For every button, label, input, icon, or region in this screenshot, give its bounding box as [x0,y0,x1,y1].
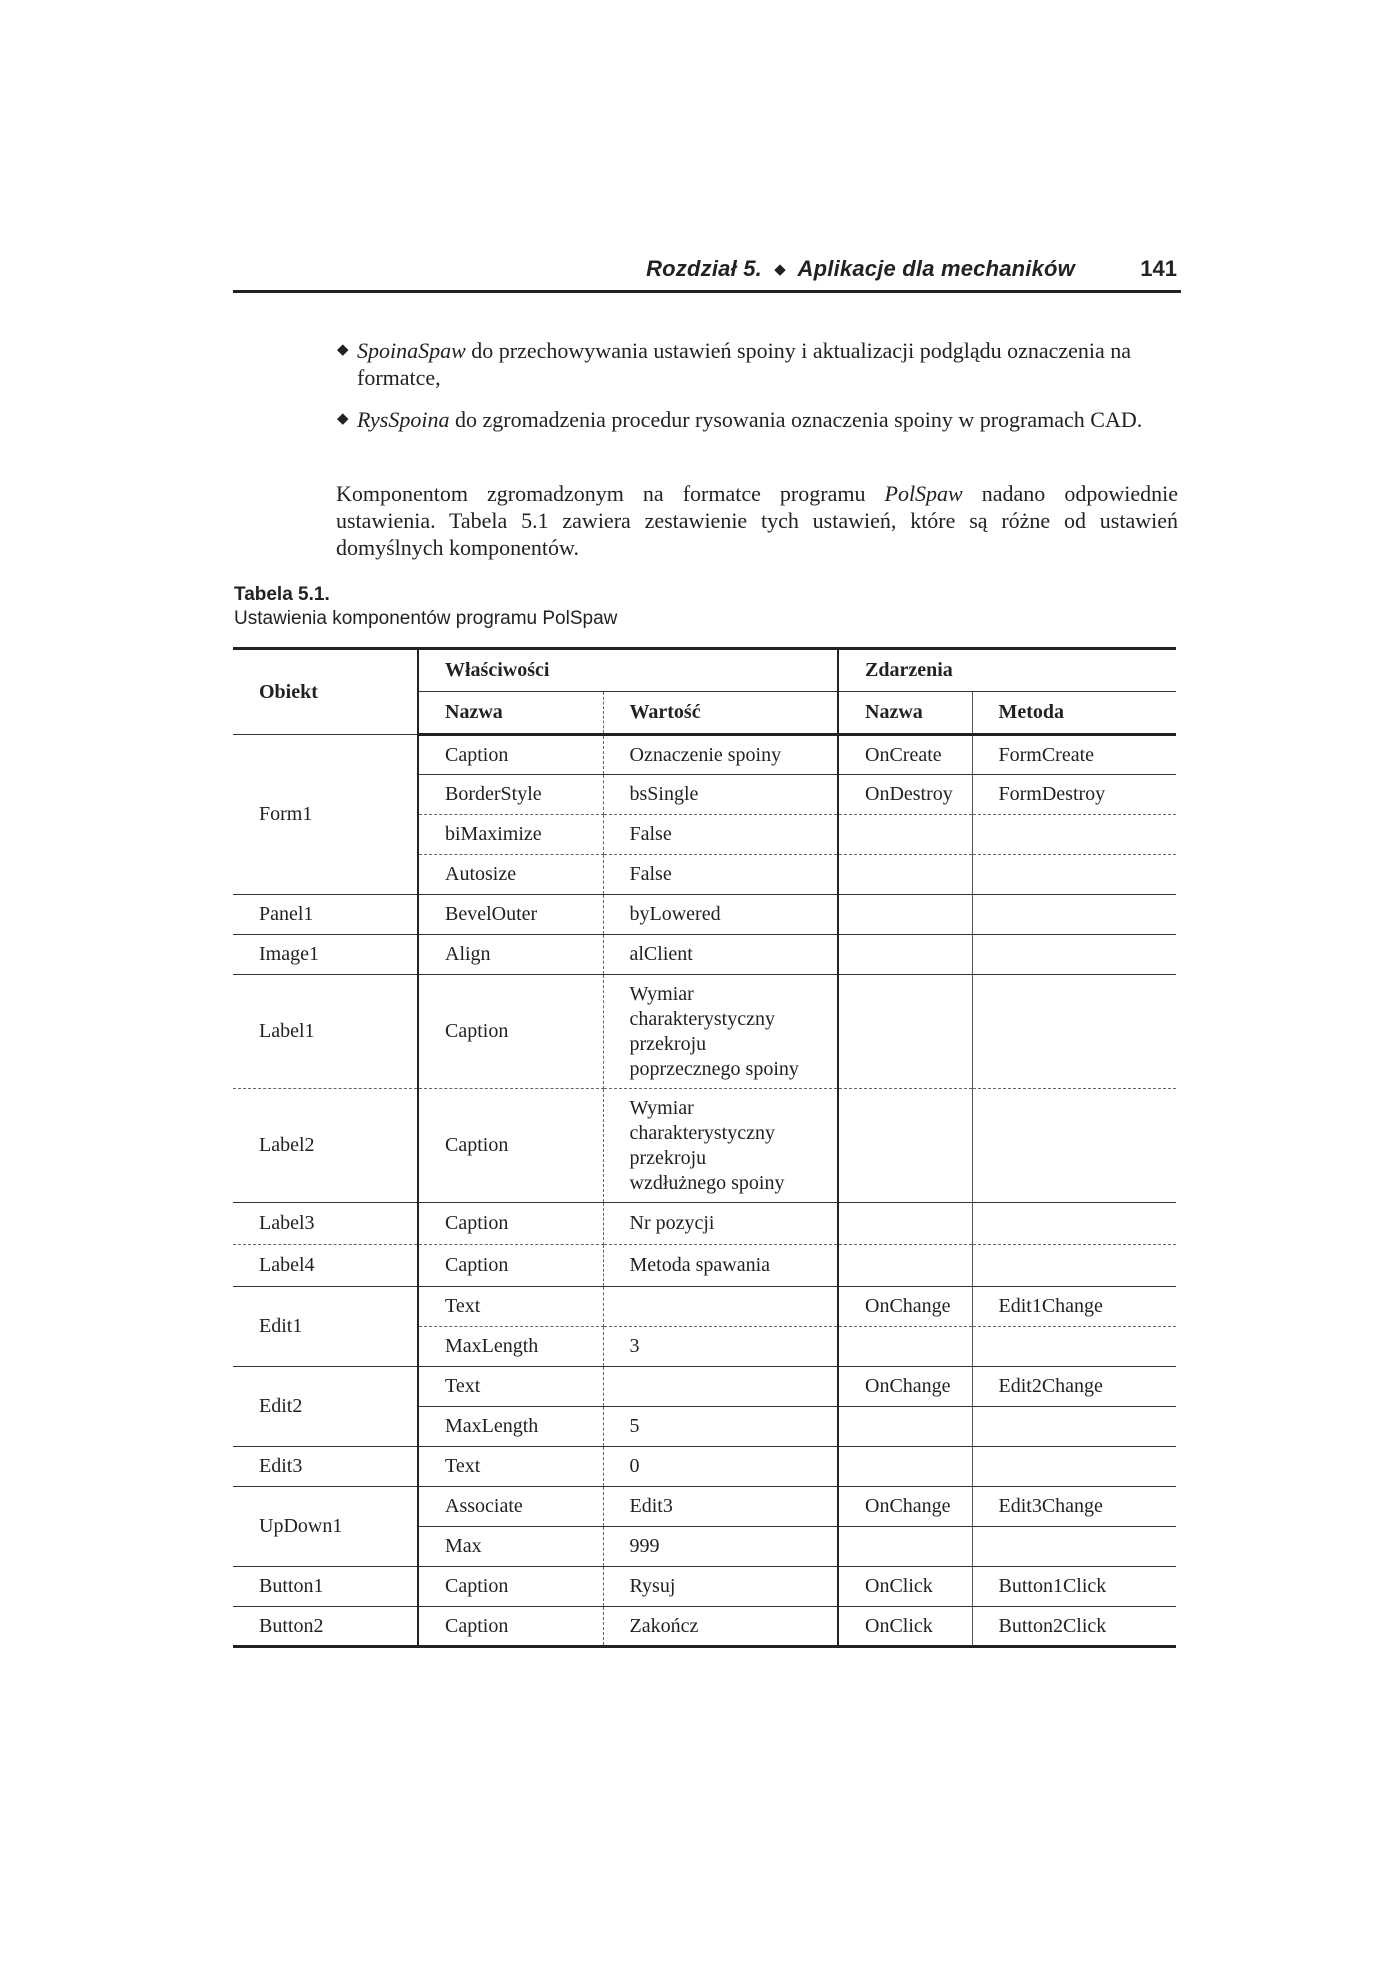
header-events: Zdarzenia [838,649,1176,692]
properties-table-container [233,647,1176,1648]
cell-event: OnChange [838,1287,972,1327]
table-caption-number: Tabela 5.1. [234,584,330,605]
page-number: 141 [1140,256,1177,281]
header-property-name: Nazwa [418,692,603,735]
bullet-term: RysSpoina [357,407,450,432]
table-row [233,1447,1176,1487]
chapter-title [646,256,1075,282]
cell-event [838,1447,972,1487]
running-header [233,250,1181,293]
table-row [233,895,1176,935]
cell-property: Align [418,935,603,975]
cell-value: Edit3 [603,1487,838,1527]
cell-value: Metoda spawania [603,1245,838,1287]
cell-property: Caption [418,735,603,775]
bullet-list [337,337,1160,448]
cell-value [603,1367,838,1407]
cell-method [972,1089,1176,1203]
bullet-item [337,337,1160,391]
bullet-text: do przechowywania ustawień spoiny i aktualizacji podglądu oznaczenia na formatce, [357,338,1132,390]
cell-object: Edit3 [233,1447,418,1487]
cell-method: Button2Click [998,1614,1107,1637]
cell-event: OnClick [838,1607,972,1647]
cell-event: OnChange [838,1367,972,1407]
cell-value: 999 [603,1527,838,1567]
cell-value: alClient [603,935,838,975]
table-row [233,1203,1176,1245]
cell-property: Caption [418,975,603,1089]
diamond-icon: ◆ [774,261,787,278]
cell-property: Caption [418,1607,603,1647]
bullet-term: SpoinaSpaw [357,338,466,363]
cell-event [838,1327,972,1367]
paragraph-text-end: nadano odpowiednie ustawienia. Tabela 5.1 zawiera zestawienie tych ustawień, które są różne od ustawień domyślnych komponentów. [336,481,1178,560]
cell-event [838,855,972,895]
cell-object: Form1 [233,735,418,895]
cell-value: False [603,815,838,855]
table-row [233,935,1176,975]
cell-value: 5 [603,1407,838,1447]
cell-value: Nr pozycji [603,1203,838,1245]
header-event-method: Metoda [972,692,1176,735]
cell-event [838,1089,972,1203]
cell-property: biMaximize [418,815,603,855]
cell-event [838,895,972,935]
cell-value: False [603,855,838,895]
cell-value: 0 [603,1447,838,1487]
cell-method [972,1327,1176,1367]
cell-event [838,815,972,855]
diamond-bullet-icon: ◆ [337,342,349,358]
cell-method [972,1245,1176,1287]
cell-property: Autosize [418,855,603,895]
header-property-value: Wartość [603,692,838,735]
cell-object: UpDown1 [233,1487,418,1567]
cell-event: OnDestroy [838,775,972,815]
chapter-number: Rozdział 5. [646,256,762,281]
table-row [233,1607,1176,1647]
table-row [233,1567,1176,1607]
table-caption-text: Ustawienia komponentów programu PolSpaw [234,608,618,629]
header-properties: Właściwości [418,649,838,692]
cell-method [972,855,1176,895]
cell-property: Associate [418,1487,603,1527]
table-row [233,1487,1176,1527]
cell-value: Wymiar charakterystyczny przekroju poprzecznego spoiny [603,975,838,1089]
cell-value [603,1287,838,1327]
cell-value: Rysuj [603,1567,838,1607]
cell-property: Caption [418,1089,603,1203]
cell-object: Label3 [233,1203,418,1245]
cell-event [838,1407,972,1447]
table-row [233,975,1176,1089]
table-row [233,1245,1176,1287]
table-row [233,735,1176,775]
cell-method [972,1527,1176,1567]
table-row [233,1287,1176,1327]
cell-value: Zakończ [603,1607,838,1647]
cell-object: Button1 [233,1567,418,1607]
cell-method: Edit1Change [972,1287,1176,1327]
header-event-name: Nazwa [838,692,972,735]
bullet-text: do zgromadzenia procedur rysowania oznaczenia spoiny w programach CAD. [449,407,1143,432]
cell-property: Caption [418,1203,603,1245]
cell-value: bsSingle [603,775,838,815]
body-paragraph [336,480,1178,561]
cell-method [972,1203,1176,1245]
cell-event [838,1245,972,1287]
cell-method: FormDestroy [972,775,1176,815]
cell-property: BevelOuter [418,895,603,935]
properties-table [233,647,1176,1648]
cell-value: byLowered [603,895,838,935]
cell-property: Text [418,1367,603,1407]
cell-value: 3 [603,1327,838,1367]
cell-value: Wymiar charakterystyczny przekroju wzdłużnego spoiny [603,1089,838,1203]
cell-object: Button2 [233,1607,418,1647]
cell-object: Edit1 [233,1287,418,1367]
cell-event: OnCreate [838,735,972,775]
cell-method [972,895,1176,935]
cell-event [838,935,972,975]
cell-event: OnClick [838,1567,972,1607]
diamond-bullet-icon: ◆ [337,411,349,427]
cell-method: Button1Click [972,1567,1176,1607]
cell-method [972,1407,1176,1447]
cell-object: Image1 [233,935,418,975]
cell-property: MaxLength [418,1327,603,1367]
table-row [233,1367,1176,1407]
header-object: Obiekt [233,649,418,735]
cell-method: Edit2Change [972,1367,1176,1407]
cell-property: Text [418,1447,603,1487]
bullet-item [337,406,1160,433]
cell-property: MaxLength [418,1407,603,1447]
cell-event [838,1527,972,1567]
cell-method [972,935,1176,975]
cell-property: Caption [418,1245,603,1287]
paragraph-term: PolSpaw [884,481,963,506]
cell-method: FormCreate [972,735,1176,775]
cell-object: Label2 [233,1089,418,1203]
cell-property: Max [418,1527,603,1567]
cell-property: Caption [418,1567,603,1607]
cell-event [838,1203,972,1245]
cell-event [838,975,972,1089]
cell-property: Text [418,1287,603,1327]
cell-method: Edit3Change [972,1487,1176,1527]
paragraph-text-start: Komponentom zgromadzonym na formatce programu [336,481,885,506]
cell-method [972,1447,1176,1487]
cell-event: OnChange [838,1487,972,1527]
cell-object: Label1 [233,975,418,1089]
cell-method [972,815,1176,855]
table-row [233,1089,1176,1203]
cell-method [972,975,1176,1089]
cell-value: Oznaczenie spoiny [603,735,838,775]
cell-object: Panel1 [233,895,418,935]
cell-property: BorderStyle [418,775,603,815]
cell-object: Label4 [233,1245,418,1287]
section-title: Aplikacje dla mechaników [797,256,1075,281]
cell-object: Edit2 [233,1367,418,1447]
